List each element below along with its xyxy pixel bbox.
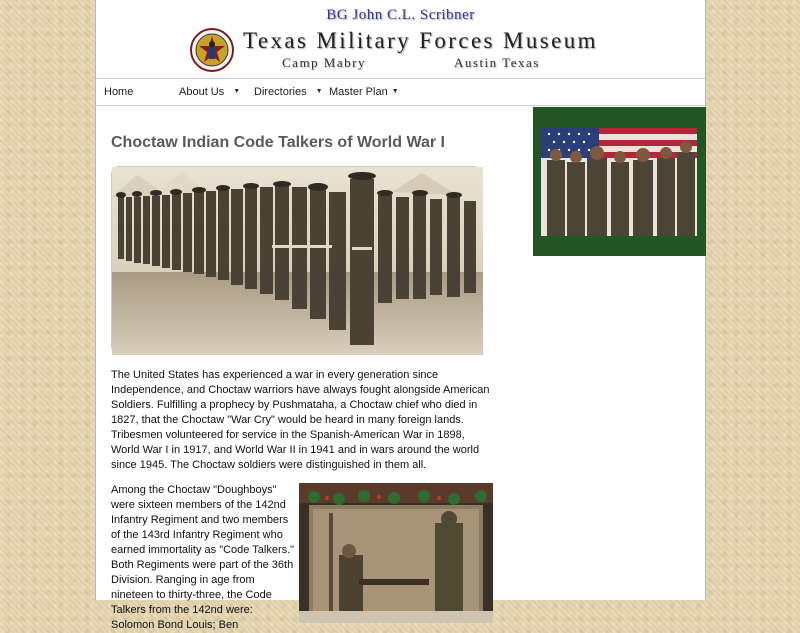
- nav-master-plan-label: Master Plan: [329, 86, 388, 98]
- chevron-down-icon: ▼: [391, 88, 399, 95]
- location-camp: Camp Mabry: [282, 55, 366, 70]
- nav-directories-label: Directories: [254, 86, 307, 98]
- nav-home-label: Home: [104, 86, 134, 98]
- location-city: Austin Texas: [454, 55, 540, 70]
- chevron-down-icon: ▼: [315, 88, 323, 95]
- content-area: [96, 107, 705, 631]
- nav-directories[interactable]: [254, 86, 323, 98]
- banner-honoree-name: BG John C.L. Scribner: [326, 7, 475, 23]
- nav-about-us-label: About Us: [179, 86, 225, 98]
- museum-title: Texas Military Forces Museum: [243, 28, 598, 53]
- featured-photo-panel: [533, 107, 706, 256]
- soldiers-formation-photo: [111, 166, 482, 354]
- code-talkers-group-photo: [541, 128, 697, 236]
- main-nav: [96, 80, 705, 106]
- article: [111, 107, 501, 633]
- nav-home[interactable]: [104, 86, 133, 98]
- nav-about-us[interactable]: [179, 86, 240, 98]
- article-title: Choctaw Indian Code Talkers of World War I: [111, 134, 445, 151]
- code-talkers-section: [111, 483, 501, 633]
- site-banner[interactable]: [96, 0, 705, 79]
- nav-master-plan[interactable]: [329, 86, 399, 98]
- museum-exhibit-photo: [299, 483, 493, 623]
- article-paragraph-code-talkers: Among the Choctaw "Doughboys" were sixteen members of the 142nd Infantry Regiment and two members of the 143rd Infantry Regiment who earned immortality as "Code Talkers." Both Regiments were part of the 36th Division. Ranging in age from nineteen to thirty-three, the Code Talkers from the 142nd were: Solomon Bond Louis; Ben: [111, 484, 295, 631]
- chevron-down-icon: ▼: [233, 88, 241, 95]
- page-container: [95, 0, 706, 631]
- article-paragraph-history: The United States has experienced a war in every generation since Independence, and Choctaw warriors have always fought alongside American Soldiers. Fulfilling a prophecy by Pushmataha, a Choctaw chief who died in 1827, that the Choctaw "War Cry" would be heard in many foreign lands. Tribesmen volunteered for service in the Spanish-American War in 1898, World War I in 1917, and World War II in 1941 and in wars around the world since 1945. The Choctaw soldiers were distinguished in them all.: [111, 369, 490, 471]
- texas-military-forces-emblem-icon: [189, 27, 235, 73]
